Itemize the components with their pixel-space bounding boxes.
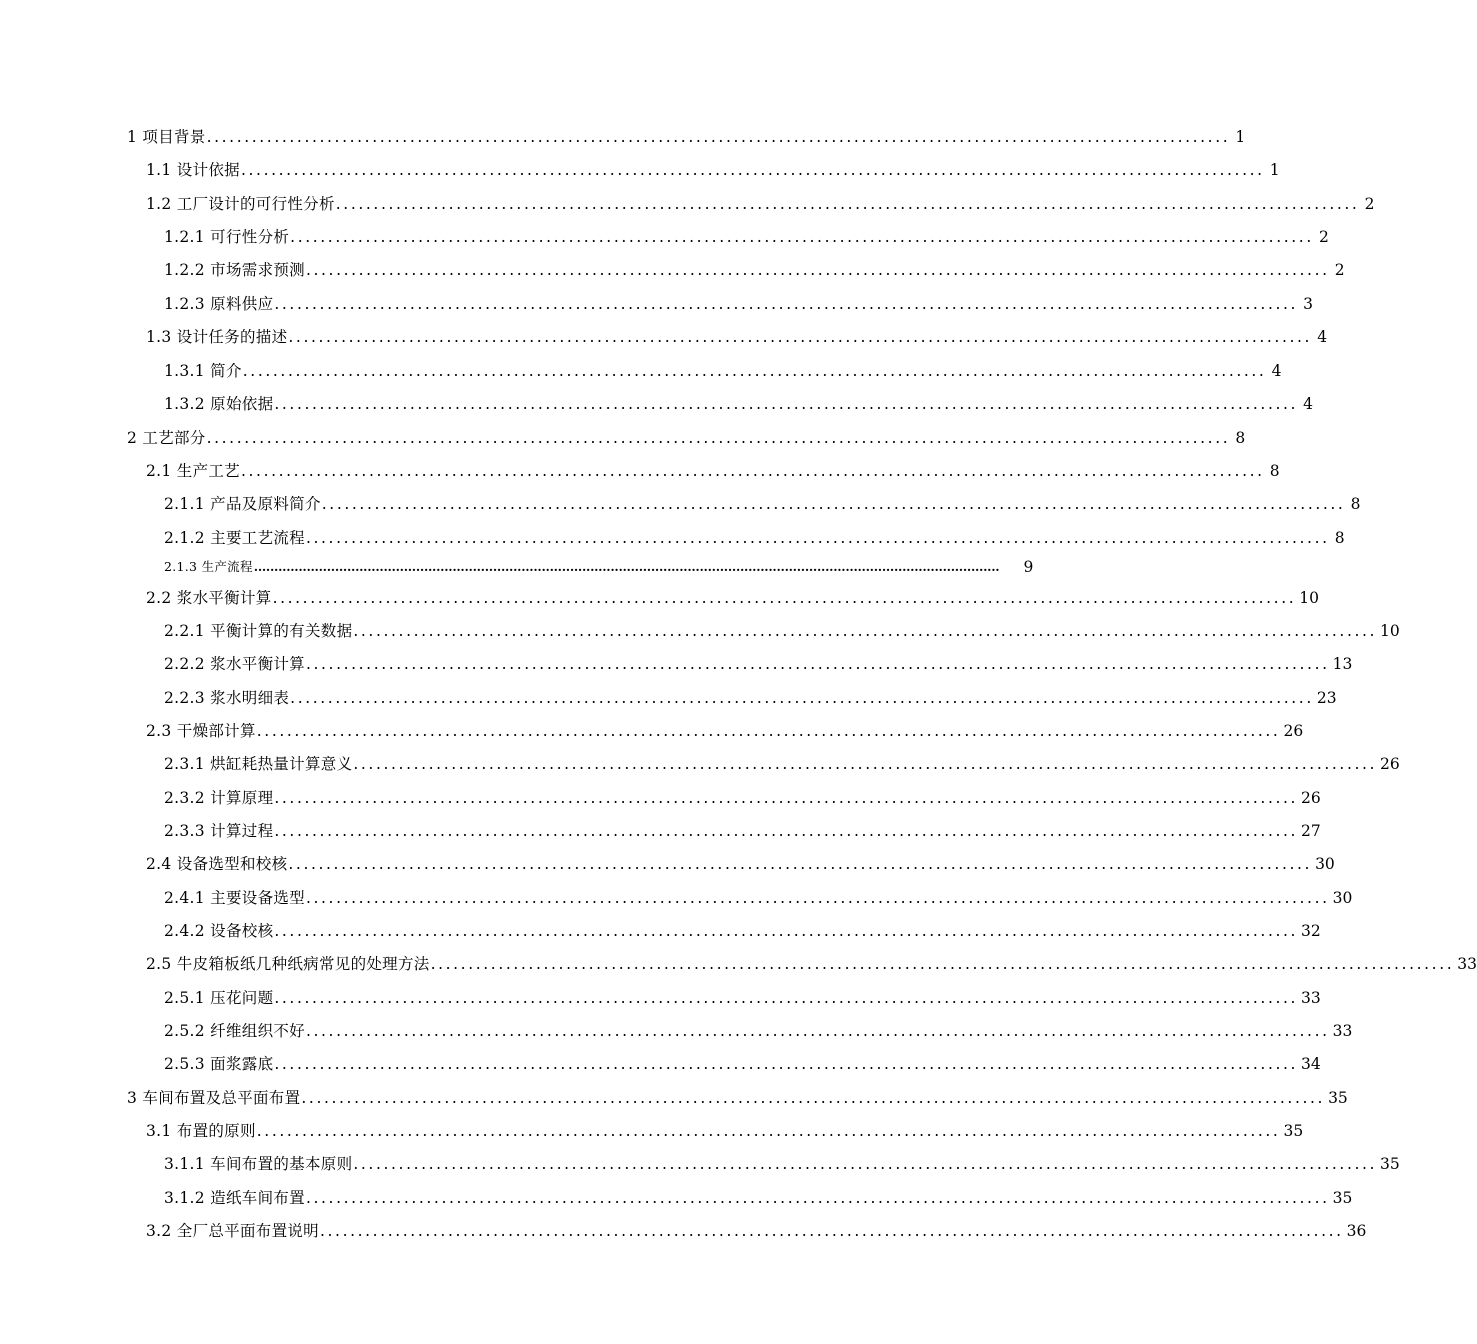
toc-entry-title: 2.2.3 浆水明细表 bbox=[164, 689, 290, 707]
toc-entry-page: 34 bbox=[1301, 1055, 1321, 1073]
toc-entry bbox=[0, 741, 1400, 774]
toc-entry-title: 2.4.1 主要设备选型 bbox=[164, 889, 305, 907]
toc-leader-dots: ........................................................................................................................................ bbox=[206, 429, 1231, 447]
toc-entry bbox=[0, 1208, 1367, 1241]
toc-entry-page: 33 bbox=[1457, 955, 1477, 973]
toc-entry-title: 3.1.2 造纸车间布置 bbox=[164, 1189, 305, 1207]
toc-entry bbox=[0, 575, 1319, 608]
toc-entry bbox=[0, 214, 1329, 247]
toc-entry-title: 2.5.2 纤维组织不好 bbox=[164, 1022, 305, 1040]
toc-entry-page: 36 bbox=[1346, 1222, 1367, 1240]
toc-entry-title: 3.1 布置的原则 bbox=[146, 1122, 256, 1140]
toc-entry-title: 2.3.1 烘缸耗热量计算意义 bbox=[164, 755, 353, 773]
toc-entry bbox=[0, 641, 1353, 674]
toc-leader-dots: ........................................................................................................................................ bbox=[301, 1089, 1326, 1107]
toc-entry bbox=[0, 608, 1400, 641]
toc-entry bbox=[0, 841, 1335, 874]
toc-entry bbox=[0, 675, 1337, 708]
toc-entry-page: 27 bbox=[1301, 822, 1321, 840]
toc-entry bbox=[0, 1041, 1321, 1074]
toc-leader-dots: ........................................................................................................................................ bbox=[321, 495, 1346, 513]
toc-entry-page: 13 bbox=[1332, 655, 1353, 673]
toc-entry-page: 23 bbox=[1316, 689, 1337, 707]
toc-entry bbox=[0, 1108, 1304, 1141]
toc-entry-title: 1.2 工厂设计的可行性分析 bbox=[146, 195, 335, 213]
toc-entry-page: 1 bbox=[1269, 161, 1280, 179]
toc-entry-title: 2.2 浆水平衡计算 bbox=[146, 589, 272, 607]
toc-entry-page: 35 bbox=[1380, 1155, 1400, 1173]
toc-leader-dots: ........................................................................................................................................ bbox=[290, 689, 1314, 707]
toc-entry-title: 1.3 设计任务的描述 bbox=[146, 328, 288, 346]
toc-entry-title: 1.1 设计依据 bbox=[146, 161, 240, 179]
toc-leader-dots: ........................................................................................................................................ bbox=[290, 228, 1314, 246]
toc-entry-page: 8 bbox=[1334, 529, 1345, 547]
toc-entry-page: 33 bbox=[1301, 989, 1321, 1007]
toc-entry bbox=[0, 281, 1314, 314]
toc-leader-dots: ........................................................................................................................................ bbox=[305, 655, 1330, 673]
toc-entry-title: 1.3.1 简介 bbox=[164, 362, 242, 380]
toc-entry bbox=[0, 1175, 1353, 1208]
toc-entry bbox=[0, 1075, 1348, 1108]
toc-leader-dots: ........................................................................................................................................ bbox=[305, 261, 1330, 279]
toc-entry-page: 33 bbox=[1332, 1022, 1353, 1040]
toc-leader-dots: ........................................................................................................................................ bbox=[305, 529, 1330, 547]
toc-entry bbox=[0, 775, 1321, 808]
toc-entry bbox=[0, 448, 1280, 481]
toc-entry-page: 2 bbox=[1334, 261, 1345, 279]
toc-entry bbox=[0, 941, 1477, 974]
toc-entry-page: 26 bbox=[1283, 722, 1304, 740]
toc-entry-title: 2.3.2 计算原理 bbox=[164, 789, 274, 807]
toc-entry-title: 2.3.3 计算过程 bbox=[164, 822, 274, 840]
toc-entry bbox=[0, 544, 1034, 577]
toc-entry-title: 2.5.1 压花问题 bbox=[164, 989, 274, 1007]
toc-leader-dots: ........................................................................................................................................ bbox=[335, 195, 1360, 213]
toc-leader-dots: ........................................................................................................................................ bbox=[274, 395, 1299, 413]
toc-entry bbox=[0, 1141, 1400, 1174]
toc-entry-title: 1.2.1 可行性分析 bbox=[164, 228, 290, 246]
toc-entry-title: 2.1.2 主要工艺流程 bbox=[164, 529, 305, 547]
toc-entry-page: 26 bbox=[1380, 755, 1400, 773]
toc-entry-title: 2.4 设备选型和校核 bbox=[146, 855, 288, 873]
toc-entry bbox=[0, 114, 1246, 147]
toc-entry-title: 2.1 生产工艺 bbox=[146, 462, 240, 480]
toc-entry bbox=[0, 314, 1328, 347]
toc-entry-page: 4 bbox=[1317, 328, 1328, 346]
toc-leader-dots: ........................................................................................................................................ bbox=[353, 1155, 1378, 1173]
toc-entry-title: 2.1.1 产品及原料简介 bbox=[164, 495, 321, 513]
toc-leader-dots: ........................................................................................................................................ bbox=[353, 622, 1378, 640]
toc-entry-page: 4 bbox=[1271, 362, 1282, 380]
toc-entry-title: 2.4.2 设备校核 bbox=[164, 922, 274, 940]
toc-entry-page: 8 bbox=[1350, 495, 1361, 513]
toc-entry-title: 2.3 干燥部计算 bbox=[146, 722, 256, 740]
toc-entry-page: 4 bbox=[1303, 395, 1314, 413]
toc-entry-title: 1.2.3 原料供应 bbox=[164, 295, 274, 313]
toc-entry-title: 3.2 全厂总平面布置说明 bbox=[146, 1222, 319, 1240]
toc-entry bbox=[0, 808, 1321, 841]
toc-entry-page: 26 bbox=[1301, 789, 1321, 807]
toc-entry-page: 8 bbox=[1235, 429, 1246, 447]
toc-entry-title: 2.5 牛皮箱板纸几种纸病常见的处理方法 bbox=[146, 955, 430, 973]
toc-entry-page: 10 bbox=[1380, 622, 1400, 640]
toc-entry-title: 2 工艺部分 bbox=[127, 429, 206, 447]
toc-entry-page: 35 bbox=[1328, 1089, 1348, 1107]
toc-leader-dots: ........................................................................................................................................ bbox=[240, 462, 1265, 480]
toc-entry-page: 35 bbox=[1283, 1122, 1304, 1140]
toc-entry-page: 3 bbox=[1303, 295, 1314, 313]
toc-entry bbox=[0, 975, 1321, 1008]
toc-entry bbox=[0, 415, 1246, 448]
toc-entry-title: 1.3.2 原始依据 bbox=[164, 395, 274, 413]
toc-entry-page: 8 bbox=[1269, 462, 1280, 480]
toc-leader-dots: ........................................................................................................................................................................................ bbox=[253, 559, 1000, 574]
toc-entry-page: 30 bbox=[1332, 889, 1353, 907]
toc-entry-page: 2 bbox=[1318, 228, 1329, 246]
toc-entry-page: 10 bbox=[1299, 589, 1319, 607]
toc-leader-dots: ........................................................................................................................................ bbox=[274, 789, 1299, 807]
toc-leader-dots: ........................................................................................................................................ bbox=[274, 989, 1299, 1007]
toc-entry-title: 1.2.2 市场需求预测 bbox=[164, 261, 305, 279]
toc-entry-title: 2.2.2 浆水平衡计算 bbox=[164, 655, 305, 673]
toc-entry-title: 2.5.3 面浆露底 bbox=[164, 1055, 274, 1073]
toc-entry-page: 35 bbox=[1332, 1189, 1353, 1207]
toc-entry-title: 3.1.1 车间布置的基本原则 bbox=[164, 1155, 353, 1173]
toc-entry bbox=[0, 181, 1375, 214]
toc-entry-page: 30 bbox=[1315, 855, 1335, 873]
toc-leader-dots: ........................................................................................................................................ bbox=[256, 722, 1281, 740]
toc-leader-dots: ........................................................................................................................................ bbox=[272, 589, 1297, 607]
toc-leader-dots: ........................................................................................................................................ bbox=[256, 1122, 1281, 1140]
toc-leader-dots: ........................................................................................................................................ bbox=[305, 1022, 1330, 1040]
toc-entry-title: 2.1.3 生产流程 bbox=[164, 559, 253, 574]
toc-leader-dots: ........................................................................................................................................ bbox=[242, 362, 1267, 380]
toc-entry bbox=[0, 348, 1282, 381]
toc-leader-dots: ........................................................................................................................................ bbox=[274, 295, 1299, 313]
toc-entry bbox=[0, 381, 1314, 414]
toc-entry-page: 9 bbox=[1023, 558, 1034, 576]
toc-leader-dots: ........................................................................................................................................ bbox=[274, 922, 1299, 940]
toc-entry bbox=[0, 908, 1321, 941]
toc-leader-dots: ........................................................................................................................................ bbox=[305, 889, 1330, 907]
toc-leader-dots: ........................................................................................................................................ bbox=[274, 1055, 1299, 1073]
toc-leader-dots: ........................................................................................................................................ bbox=[288, 855, 1313, 873]
toc-entry bbox=[0, 247, 1345, 280]
toc-entry bbox=[0, 708, 1304, 741]
toc-entry bbox=[0, 875, 1353, 908]
toc-entry-title: 3 车间布置及总平面布置 bbox=[127, 1089, 301, 1107]
toc-leader-dots: ........................................................................................................................................ bbox=[430, 955, 1455, 973]
toc-leader-dots: ........................................................................................................................................ bbox=[240, 161, 1265, 179]
toc-leader-dots: ........................................................................................................................................ bbox=[319, 1222, 1344, 1240]
toc-leader-dots: ........................................................................................................................................ bbox=[353, 755, 1378, 773]
toc-entry-page: 32 bbox=[1301, 922, 1321, 940]
toc-entry-title: 1 项目背景 bbox=[127, 128, 206, 146]
toc-leader-dots: ........................................................................................................................................ bbox=[206, 128, 1231, 146]
toc-entry bbox=[0, 147, 1280, 180]
toc-leader-dots: ........................................................................................................................................ bbox=[305, 1189, 1330, 1207]
toc-entry-page: 1 bbox=[1235, 128, 1246, 146]
toc-entry-page: 2 bbox=[1364, 195, 1375, 213]
toc-entry-title: 2.2.1 平衡计算的有关数据 bbox=[164, 622, 353, 640]
toc-leader-dots: ........................................................................................................................................ bbox=[274, 822, 1299, 840]
toc-entry bbox=[0, 481, 1361, 514]
toc-entry bbox=[0, 1008, 1353, 1041]
toc-leader-dots: ........................................................................................................................................ bbox=[288, 328, 1313, 346]
